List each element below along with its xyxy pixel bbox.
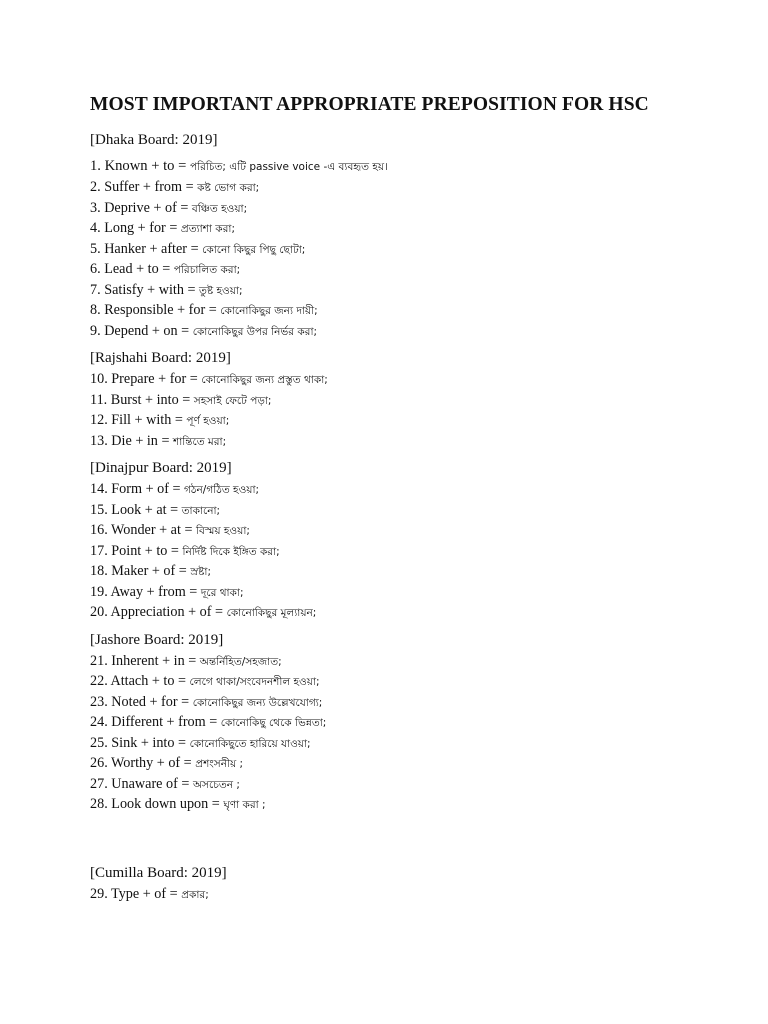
item-bangla: দূরে থাকা; — [200, 586, 244, 599]
list-item — [90, 774, 708, 795]
item-bangla: তুষ্ট হওয়া; — [199, 284, 243, 297]
item-english: 21. Inherent + in = — [90, 652, 200, 669]
item-english: 14. Form + of = — [90, 481, 185, 497]
section-heading: [Dhaka Board: 2019] — [90, 132, 218, 148]
item-bangla: কোনোকিছু থেকে ভিন্নতা; — [220, 717, 327, 729]
document-title: MOST IMPORTANT APPROPRIATE PREPOSITION FOR HSC — [90, 94, 649, 115]
list-item — [90, 541, 708, 562]
item-english: 11. Burst + into = — [90, 391, 194, 408]
item-bangla: অসচেতন ; — [192, 778, 240, 791]
list-item — [90, 651, 708, 672]
item-bangla: কোনোকিছুর মূল্যায়ন; — [226, 607, 317, 619]
item-english: 1. Known + to = — [90, 158, 190, 174]
item-english: 5. Hanker + after = — [90, 240, 203, 257]
section-dinajpur-board — [90, 458, 708, 623]
item-bangla: নির্দিষ্ট দিকে ইঙ্গিত করা; — [182, 545, 280, 558]
list-item — [90, 431, 708, 452]
section-rajshahi-board — [90, 348, 708, 451]
item-bangla: পূর্ণ হওয়া; — [186, 415, 230, 427]
item-english: 17. Point + to = — [90, 542, 183, 559]
list-item — [90, 321, 708, 342]
item-bangla: কোনোকিছুর উপর নির্ভর করা; — [192, 325, 318, 338]
section-heading: [Rajshahi Board: 2019] — [90, 350, 231, 366]
section-jashore-board — [90, 630, 708, 815]
item-english: 27. Unaware of = — [90, 775, 193, 792]
section-dhaka-board — [90, 130, 708, 341]
list-item — [90, 712, 708, 733]
item-bangla: প্রশংসনীয় ; — [195, 758, 244, 770]
item-bangla: কোনোকিছুর জন্য উল্লেখযোগ্য; — [192, 696, 323, 709]
list-item — [90, 884, 708, 905]
item-english: 13. Die + in = — [90, 432, 173, 449]
item-english: 16. Wonder + at = — [90, 522, 197, 538]
item-english: 18. Maker + of = — [90, 563, 191, 579]
item-bangla: তাকানো; — [181, 504, 221, 517]
item-bangla: কোনোকিছুর জন্য প্রস্তুত থাকা; — [201, 374, 328, 386]
list-item — [90, 520, 708, 541]
item-english: 25. Sink + into = — [90, 734, 190, 751]
item-english: 24. Different + from = — [90, 714, 221, 730]
item-english: 12. Fill + with = — [90, 412, 187, 428]
item-english: 3. Deprive + of = — [90, 199, 192, 216]
section-heading: [Jashore Board: 2019] — [90, 631, 224, 648]
item-english: 20. Appreciation + of = — [90, 604, 227, 620]
item-bangla: কোনোকিছুতে হারিয়ে যাওয়া; — [189, 737, 311, 750]
item-english: 10. Prepare + for = — [90, 371, 202, 387]
item-english: 23. Noted + for = — [90, 693, 193, 710]
item-english: 6. Lead + to = — [90, 261, 174, 277]
item-bangla: শান্তিতে মরা; — [173, 435, 227, 448]
item-bangla: বঞ্চিত হওয়া; — [191, 202, 248, 215]
list-item — [90, 500, 708, 521]
item-english: 4. Long + for = — [90, 220, 181, 236]
item-english: 22. Attach + to = — [90, 673, 190, 689]
item-english: 15. Look + at = — [90, 501, 182, 518]
list-item — [90, 602, 708, 623]
item-bangla: প্রত্যাশা করা; — [180, 223, 235, 235]
item-english: 2. Suffer + from = — [90, 179, 198, 195]
list-item — [90, 218, 708, 239]
item-english: 29. Type + of = — [90, 885, 182, 902]
item-bangla: লেগে থাকা/সংবেদনশীল হওয়া; — [189, 676, 320, 688]
list-item — [90, 733, 708, 754]
item-bangla: কষ্ট ভোগ করা; — [197, 182, 260, 194]
item-bangla: কোনো কিছুর পিছু ছোটা; — [202, 243, 306, 256]
list-item — [90, 671, 708, 692]
section-cumilla-board — [90, 863, 708, 905]
list-item — [90, 369, 708, 390]
list-item — [90, 155, 708, 177]
item-bangla: পরিচালিত করা; — [173, 264, 241, 276]
list-item — [90, 198, 708, 219]
item-english: 19. Away + from = — [90, 583, 201, 600]
list-item — [90, 300, 708, 321]
list-item — [90, 390, 708, 411]
list-item — [90, 259, 708, 280]
item-bangla: অন্তর্নিহিত/সহজাত; — [199, 655, 282, 668]
section-heading: [Cumilla Board: 2019] — [90, 864, 227, 881]
list-item — [90, 479, 708, 500]
item-bangla: কোনোকিছুর জন্য দায়ী; — [220, 305, 318, 317]
list-item — [90, 753, 708, 774]
item-english: 8. Responsible + for = — [90, 302, 221, 318]
item-bangla: ঘৃণা করা ; — [223, 799, 266, 811]
list-item — [90, 280, 708, 301]
list-item — [90, 239, 708, 260]
list-item — [90, 410, 708, 431]
item-english: 26. Worthy + of = — [90, 755, 196, 771]
list-item — [90, 582, 708, 603]
item-bangla: সহসাই ফেটে পড়া; — [193, 394, 272, 407]
list-item — [90, 177, 708, 198]
item-bangla: প্রকার; — [181, 888, 209, 901]
item-bangla: স্রষ্টা; — [190, 566, 211, 578]
item-english: 9. Depend + on = — [90, 322, 193, 339]
item-english: 7. Satisfy + with = — [90, 281, 200, 298]
section-heading: [Dinajpur Board: 2019] — [90, 460, 232, 476]
item-english: 28. Look down upon = — [90, 796, 224, 812]
item-bangla: গঠন/গঠিত হওয়া; — [184, 484, 260, 496]
list-item — [90, 561, 708, 582]
item-bangla: পরিচিত; এটি passive voice -এ ব্যবহৃত হয়। — [189, 161, 388, 173]
list-item — [90, 794, 708, 815]
item-bangla: বিস্ময় হওয়া; — [196, 525, 250, 537]
list-item — [90, 692, 708, 713]
